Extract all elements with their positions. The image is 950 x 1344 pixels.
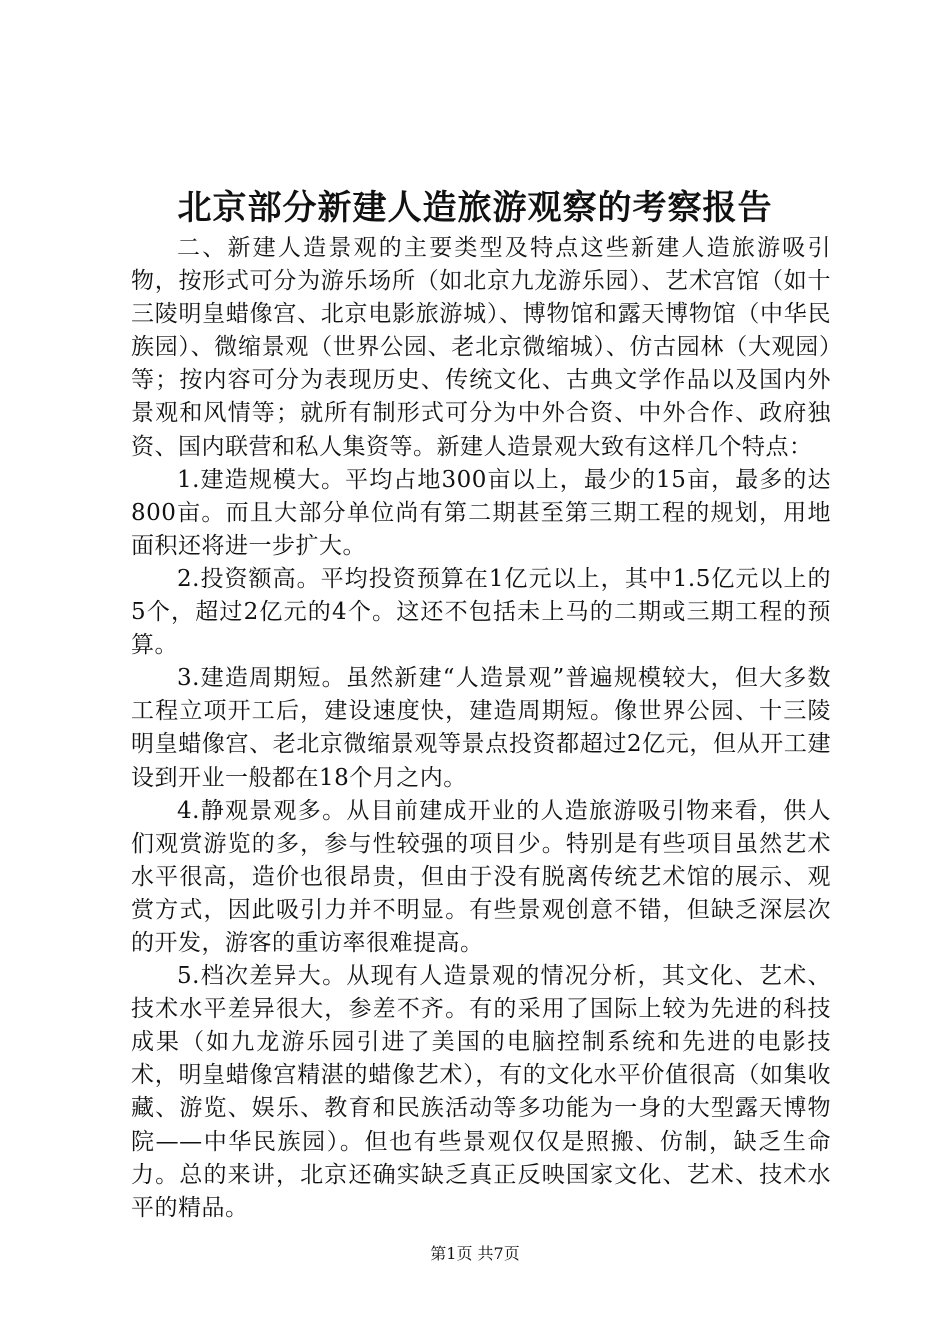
paragraph-point-3: 3.建造周期短。虽然新建“人造景观”普遍规模较大，但大多数工程立项开工后，建设速度快，建造周期短。像世界公园、十三陵明皇蜡像宫、老北京微缩景观等景点投资都超过2亿元，但从开工建设到开业一般都在18个月之内。 bbox=[131, 665, 831, 791]
paragraph-types-and-features: 二、新建人造景观的主要类型及特点这些新建人造旅游吸引物，按形式可分为游乐场所（如北京九龙游乐园）、艺术宫馆（如十三陵明皇蜡像宫、北京电影旅游城）、博物馆和露天博物馆（中华民族园）、微缩景观（世界公园、老北京微缩城）、仿古园林（大观园）等；按内容可分为表现历史、传统文化、古典文学作品以及国内外景观和风情等；就所有制形式可分为中外合资、中外合作、政府独资、国内联营和私人集资等。新建人造景观大致有这样几个特点： bbox=[131, 235, 831, 460]
paragraph-point-1: 1.建造规模大。平均占地300亩以上，最少的15亩，最多的达800亩。而且大部分单位尚有第二期甚至第三期工程的规划，用地面积还将进一步扩大。 bbox=[131, 466, 831, 559]
paragraph-point-4: 4.静观景观多。从目前建成开业的人造旅游吸引物来看，供人们观赏游览的多，参与性较强的项目少。特别是有些项目虽然艺术水平很高，造价也很昂贵，但由于没有脱离传统艺术馆的展示、观赏方式，因此吸引力并不明显。有些景观创意不错，但缺乏深层次的开发，游客的重访率很难提高。 bbox=[131, 797, 831, 956]
document-title: 北京部分新建人造旅游观察的考察报告 bbox=[177, 188, 773, 228]
paragraph-point-5: 5.档次差异大。从现有人造景观的情况分析，其文化、艺术、技术水平差异很大，参差不齐。有的采用了国际上较为先进的科技成果（如九龙游乐园引进了美国的电脑控制系统和先进的电影技术，明皇蜡像宫精湛的蜡像艺术），有的文化水平价值很高（如集收藏、游览、娱乐、教育和民族活动等多功能为一身的大型露天博物院——中华民族园）。但也有些景观仅仅是照搬、仿制，缺乏生命力。总的来讲，北京还确实缺乏真正反映国家文化、艺术、技术水平的精品。 bbox=[131, 963, 831, 1221]
page-footer: 第1页 共7页 bbox=[430, 1244, 520, 1263]
paragraph-point-2: 2.投资额高。平均投资预算在1亿元以上，其中1.5亿元以上的5个，超过2亿元的4个。这还不包括未上马的二期或三期工程的预算。 bbox=[131, 565, 831, 659]
document-body bbox=[131, 232, 831, 1225]
